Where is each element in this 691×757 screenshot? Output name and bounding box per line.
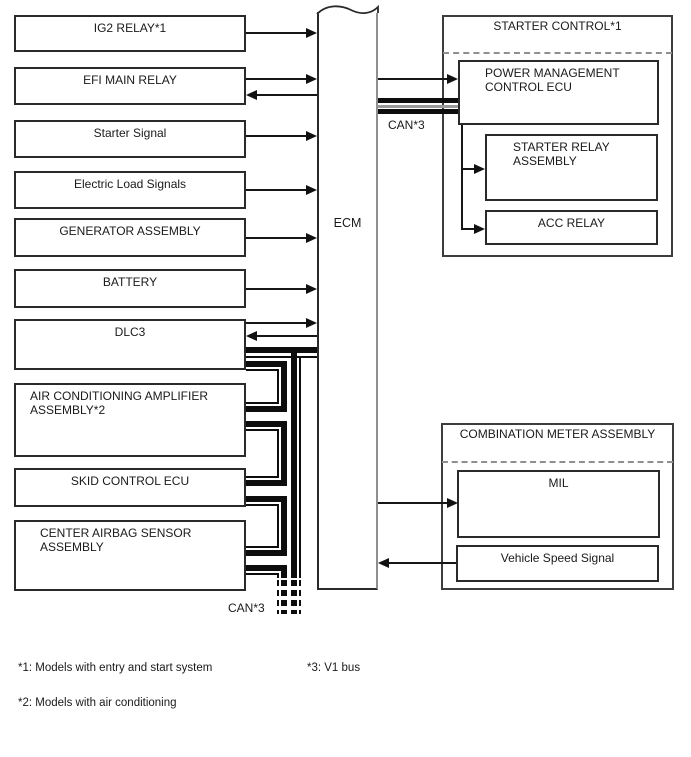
line-ecm-to-mil — [378, 502, 447, 504]
footnote-2: *2: Models with air conditioning — [18, 697, 177, 709]
can-dashed-col-2 — [281, 580, 287, 614]
arrowhead-dlc3-to-ecm-icon — [306, 318, 317, 328]
pm-ecu-branch-line — [461, 125, 463, 230]
box-starter-signal — [14, 120, 246, 158]
branch-line-starter-relay — [461, 168, 475, 170]
box-vehicle-speed-signal-label: Vehicle Speed Signal — [500, 551, 615, 565]
box-skid-control-ecu-label: SKID CONTROL ECU — [70, 474, 190, 488]
box-dlc3 — [14, 319, 246, 370]
box-ac-amplifier — [14, 383, 246, 457]
box-efi-main-relay-label: EFI MAIN RELAY — [83, 73, 177, 87]
ecm-label: ECM — [333, 216, 362, 230]
box-ac-amplifier-label: AIR CONDITIONING AMPLIFIER ASSEMBLY*2 — [30, 389, 209, 417]
footnote-3: *3: V1 bus — [307, 662, 361, 674]
line-ecm-to-dlc3 — [257, 335, 317, 337]
can-bus-dlc3-ecm-thick — [246, 347, 317, 353]
box-power-management-control-ecu — [458, 60, 659, 125]
box-ecm — [317, 12, 378, 590]
box-ig2-relay-label: IG2 RELAY*1 — [93, 21, 167, 35]
can-bus-dlc3-ecm-thin — [246, 356, 317, 358]
arrow-to-acc-relay-icon — [474, 224, 485, 234]
line-generator-to-ecm — [246, 237, 307, 239]
box-center-airbag-sensor — [14, 520, 246, 591]
box-battery — [14, 269, 246, 308]
arrowhead-ecm-to-efi-icon — [246, 90, 257, 100]
box-acc-relay — [485, 210, 658, 245]
box-power-management-control-ecu-label: POWER MANAGEMENT CONTROL ECU — [485, 66, 620, 94]
combination-meter-title: COMBINATION METER ASSEMBLY — [459, 427, 656, 441]
starter-control-dashed-separator — [443, 52, 672, 54]
box-mil — [457, 470, 660, 538]
can-bus-ecm-pmecu-line1 — [378, 98, 458, 103]
can-dashed-col-4 — [299, 580, 301, 614]
box-skid-control-ecu — [14, 468, 246, 507]
arrowhead-starter-signal-to-ecm-icon — [306, 131, 317, 141]
line-ecm-to-pm-ecu — [378, 78, 447, 80]
can-upper-label: CAN*3 — [388, 118, 425, 132]
can-loop-acamp-skid-inner — [246, 429, 279, 478]
arrowhead-battery-to-ecm-icon — [306, 284, 317, 294]
arrowhead-ecm-to-dlc3-icon — [246, 331, 257, 341]
box-efi-main-relay — [14, 67, 246, 105]
arrowhead-electric-load-to-ecm-icon — [306, 185, 317, 195]
line-ig2-to-ecm — [246, 32, 307, 34]
can-bus-ecm-pmecu-line2 — [378, 109, 458, 114]
arrowhead-ecm-to-mil-icon — [447, 498, 458, 508]
box-starter-relay-assembly-label: STARTER RELAY ASSEMBLY — [513, 140, 610, 168]
can-loop-dlc3-acamp-inner — [246, 369, 279, 404]
combination-meter-dashed-separator — [442, 461, 673, 463]
arrow-to-starter-relay-icon — [474, 164, 485, 174]
arrowhead-ecm-to-pm-ecu-icon — [447, 74, 458, 84]
branch-line-acc-relay — [461, 228, 475, 230]
can-vertical-thin — [299, 356, 301, 578]
line-battery-to-ecm — [246, 288, 307, 290]
ecm-torn-top-edge — [315, 1, 381, 19]
line-dlc3-to-ecm — [246, 322, 307, 324]
can-dashed-col-3 — [291, 580, 297, 614]
arrowhead-vss-to-ecm-icon — [378, 558, 389, 568]
can-loop-skid-airbag-inner — [246, 504, 279, 548]
box-electric-load-signals-label: Electric Load Signals — [73, 177, 187, 191]
line-efi-to-ecm — [246, 78, 307, 80]
box-vehicle-speed-signal — [456, 545, 659, 582]
box-center-airbag-sensor-label: CENTER AIRBAG SENSOR ASSEMBLY — [40, 526, 192, 554]
can-lower-label: CAN*3 — [228, 601, 265, 615]
box-starter-relay-assembly — [485, 134, 658, 201]
can-vertical-thick — [291, 347, 297, 578]
line-ecm-to-efi — [257, 94, 317, 96]
can-dashed-col-1 — [277, 580, 279, 614]
box-generator-assembly-label: GENERATOR ASSEMBLY — [59, 224, 201, 238]
arrowhead-generator-to-ecm-icon — [306, 233, 317, 243]
footnote-1: *1: Models with entry and start system — [18, 662, 213, 674]
can-bus-ecm-pmecu-core — [378, 105, 458, 108]
arrowhead-efi-to-ecm-icon — [306, 74, 317, 84]
line-vss-to-ecm — [389, 562, 456, 564]
box-ig2-relay — [14, 15, 246, 52]
box-starter-signal-label: Starter Signal — [93, 126, 167, 140]
can-exit-airbag-inner — [246, 573, 279, 578]
starter-control-title: STARTER CONTROL*1 — [493, 19, 622, 33]
arrowhead-ig2-to-ecm-icon — [306, 28, 317, 38]
box-electric-load-signals — [14, 171, 246, 209]
box-acc-relay-label: ACC RELAY — [537, 216, 606, 230]
box-dlc3-label: DLC3 — [114, 325, 146, 339]
line-electric-load-to-ecm — [246, 189, 307, 191]
box-mil-label: MIL — [548, 476, 569, 490]
box-battery-label: BATTERY — [102, 275, 158, 289]
box-generator-assembly — [14, 218, 246, 257]
line-starter-signal-to-ecm — [246, 135, 307, 137]
